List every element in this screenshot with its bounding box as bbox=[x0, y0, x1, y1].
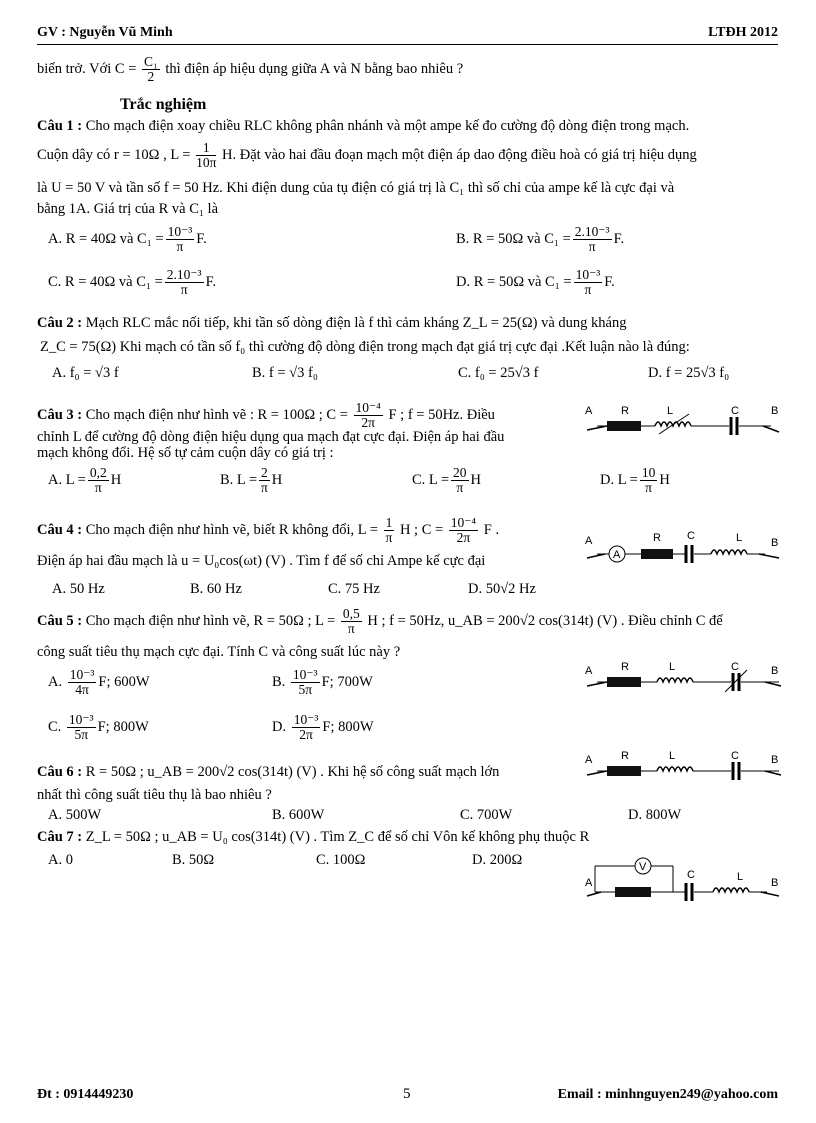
q1-line3: là U = 50 V và tần số f = 50 Hz. Khi điện dung của tụ điện có giá trị là C₁ thì số chỉ của ampe kế là cực đại và bbox=[37, 180, 675, 196]
header-author: GV : Nguyễn Vũ Minh bbox=[37, 25, 173, 40]
ammeter-label: A bbox=[613, 549, 621, 561]
circuit-label-r: R bbox=[621, 661, 629, 673]
circuit-q3 bbox=[583, 402, 783, 442]
circuit-label-l: L bbox=[737, 871, 744, 883]
circuit-label-l: L bbox=[669, 661, 676, 673]
section-title: Trắc nghiệm bbox=[120, 96, 207, 113]
q7-line1: Câu 7 : Z_L = 50Ω ; u_AB = U₀ cos(314t) (V) . Tìm Z_C để số chỉ Vôn kế không phụ thuộc R bbox=[37, 829, 590, 845]
circuit-label-c: C bbox=[687, 530, 695, 542]
intro-line bbox=[37, 55, 463, 84]
q5-option-d: D. $\frac{\text{10⁻³}}{2\pi}$ F; 800W bbox=[272, 712, 374, 743]
q7-option-a: A. 0 bbox=[48, 852, 73, 868]
intro-fraction: $\frac{\text{C₁}}{2}$ bbox=[144, 54, 158, 85]
circuit-q6 bbox=[583, 749, 783, 785]
q3-option-a: A. L = $\frac{0,2}{\pi}$ H bbox=[48, 465, 122, 496]
q1-option-a: A. R = 40Ω và C₁ = $\frac{\text{10⁻³}}{\pi}$ F. bbox=[48, 224, 207, 255]
q2-line2: Z_C = 75(Ω) Khi mạch có tần số f₀ thì cường độ dòng điện trong mạch đạt giá trị cực đại .Kết luận nào là đúng: bbox=[40, 339, 690, 355]
q1-line4: bằng 1A. Giá trị của R và C₁ là bbox=[37, 201, 219, 217]
circuit-label-c: C bbox=[731, 750, 739, 762]
q3-line3: mạch không đổi. Hệ số tự cảm cuộn dây có giá trị : bbox=[37, 445, 334, 461]
q5-option-a: A. $\frac{\text{10⁻³}}{4\pi}$ F; 600W bbox=[48, 667, 150, 698]
q3-line1: Câu 3 : Cho mạch điện như hình vẽ : R = 100Ω ; C = $\frac{\text{10⁻⁴}}{2\pi}$ F ; f = 50Hz. Điều bbox=[37, 400, 495, 431]
intro-suffix: thì điện áp hiệu dụng giữa A và N bằng bao nhiêu ? bbox=[165, 61, 464, 77]
circuit-label-a: A bbox=[585, 535, 593, 547]
circuit-label-l: L bbox=[669, 750, 676, 762]
q7-option-c: C. 100Ω bbox=[316, 852, 366, 868]
circuit-q5 bbox=[583, 660, 783, 696]
q4-option-b: B. 60 Hz bbox=[190, 581, 242, 597]
circuit-label-b: B bbox=[771, 665, 779, 677]
q1-option-d: D. R = 50Ω và C₁ = $\frac{\text{10⁻³}}{\pi}$ F. bbox=[456, 267, 615, 298]
circuit-label-b: B bbox=[771, 754, 779, 766]
footer-email: Email : minhnguyen249@yahoo.com bbox=[557, 1087, 778, 1102]
circuit-label-b: B bbox=[771, 537, 779, 549]
q5-line1: Câu 5 : Cho mạch điện như hình vẽ, R = 50Ω ; L = $\frac{0,5}{\pi}$ H ; f = 50Hz, u_AB = 200√2 cos(314t) (V) . Điều chỉnh C để bbox=[37, 606, 723, 637]
q1-line2: Cuộn dây có r = 10Ω , L = $\frac{1}{10\pi}$ H. Đặt vào hai đầu đoạn mạch một điện áp dao động điều hoà có giá trị hiệu dụng bbox=[37, 140, 697, 171]
q1-l-fraction: $\frac{1}{10\pi}$ bbox=[196, 140, 217, 171]
q7-option-b: B. 50Ω bbox=[172, 852, 215, 868]
q5-option-b: B. $\frac{\text{10⁻³}}{5\pi}$ F; 700W bbox=[272, 667, 373, 698]
q7-option-d: D. 200Ω bbox=[472, 852, 523, 868]
circuit-label-l: L bbox=[667, 405, 674, 417]
q4-option-a: A. 50 Hz bbox=[52, 581, 105, 597]
circuit-label-r: R bbox=[621, 750, 629, 762]
header-rule bbox=[37, 44, 778, 45]
intro-prefix: biến trở. Với C = bbox=[37, 61, 137, 77]
q5-line2: công suất tiêu thụ mạch cực đại. Tính C và công suất lúc này ? bbox=[37, 644, 401, 660]
circuit-label-b: B bbox=[771, 405, 779, 417]
circuit-label-c: C bbox=[731, 405, 739, 417]
q6-option-d: D. 800W bbox=[628, 807, 682, 823]
header-course: LTĐH 2012 bbox=[708, 25, 778, 40]
q1-line1: Câu 1 : Cho mạch điện xoay chiều RLC không phân nhánh và một ampe kế đo cường độ dòng điện trong mạch. bbox=[37, 118, 690, 134]
circuit-q4 bbox=[583, 528, 783, 568]
q2-option-d: D. f = 25√3 f₀ bbox=[648, 365, 730, 381]
q4-line1: Câu 4 : Cho mạch điện như hình vẽ, biết R không đổi, L = $\frac{1}{\pi}$ H ; C = $\frac{\text{10⁻⁴}}{2\pi}$ F . bbox=[37, 515, 500, 546]
voltmeter-label: V bbox=[639, 861, 647, 873]
q5-option-c: C. $\frac{\text{10⁻³}}{5\pi}$ F; 800W bbox=[48, 712, 149, 743]
q1-option-b: B. R = 50Ω và C₁ = $\frac{\text{2.10⁻³}}{\pi}$ F. bbox=[456, 224, 625, 255]
circuit-label-l: L bbox=[736, 532, 743, 544]
circuit-label-a: A bbox=[585, 754, 593, 766]
q6-option-b: B. 600W bbox=[272, 807, 325, 823]
q4-option-d: D. 50√2 Hz bbox=[468, 581, 536, 597]
q2-option-b: B. f = √3 f₀ bbox=[252, 365, 318, 381]
q3-line2: chỉnh L để cường độ dòng điện hiệu dụng qua mạch đạt cực đại. Điện áp hai đầu bbox=[37, 429, 505, 445]
q2-option-c: C. f₀ = 25√3 f bbox=[458, 365, 539, 381]
q6-line2: nhất thì công suất tiêu thụ là bao nhiêu ? bbox=[37, 787, 272, 803]
circuit-label-c: C bbox=[731, 661, 739, 673]
q4-line2: Điện áp hai đầu mạch là u = U₀cos(ωt) (V) . Tìm f để số chỉ Ampe kế cực đại bbox=[37, 553, 486, 569]
q1-option-c: C. R = 40Ω và C₁ = $\frac{\text{2.10⁻³}}{\pi}$ F. bbox=[48, 267, 217, 298]
circuit-q7 bbox=[583, 852, 783, 908]
page-number: 5 bbox=[403, 1086, 411, 1102]
footer-phone: Đt : 0914449230 bbox=[37, 1087, 134, 1102]
circuit-label-a: A bbox=[585, 877, 593, 889]
circuit-label-b: B bbox=[771, 877, 779, 889]
q3-option-c: C. L = $\frac{20}{\pi}$ H bbox=[412, 465, 482, 496]
q2-line1: Câu 2 : Mạch RLC mắc nối tiếp, khi tần số dòng điện là f thì cảm kháng Z_L = 25(Ω) và dung kháng bbox=[37, 315, 627, 331]
circuit-label-a: A bbox=[585, 665, 593, 677]
circuit-label-r: R bbox=[653, 532, 661, 544]
circuit-label-c: C bbox=[687, 869, 695, 881]
circuit-label-r: R bbox=[621, 405, 629, 417]
circuit-label-a: A bbox=[585, 405, 593, 417]
q6-line1: Câu 6 : R = 50Ω ; u_AB = 200√2 cos(314t) (V) . Khi hệ số công suất mạch lớn bbox=[37, 764, 500, 780]
q6-option-c: C. 700W bbox=[460, 807, 513, 823]
q3-option-d: D. L = $\frac{10}{\pi}$ H bbox=[600, 465, 670, 496]
q2-option-a: A. f₀ = √3 f bbox=[52, 365, 119, 381]
q3-option-b: B. L = $\frac{2}{\pi}$ H bbox=[220, 465, 283, 496]
q6-option-a: A. 500W bbox=[48, 807, 102, 823]
q4-option-c: C. 75 Hz bbox=[328, 581, 380, 597]
